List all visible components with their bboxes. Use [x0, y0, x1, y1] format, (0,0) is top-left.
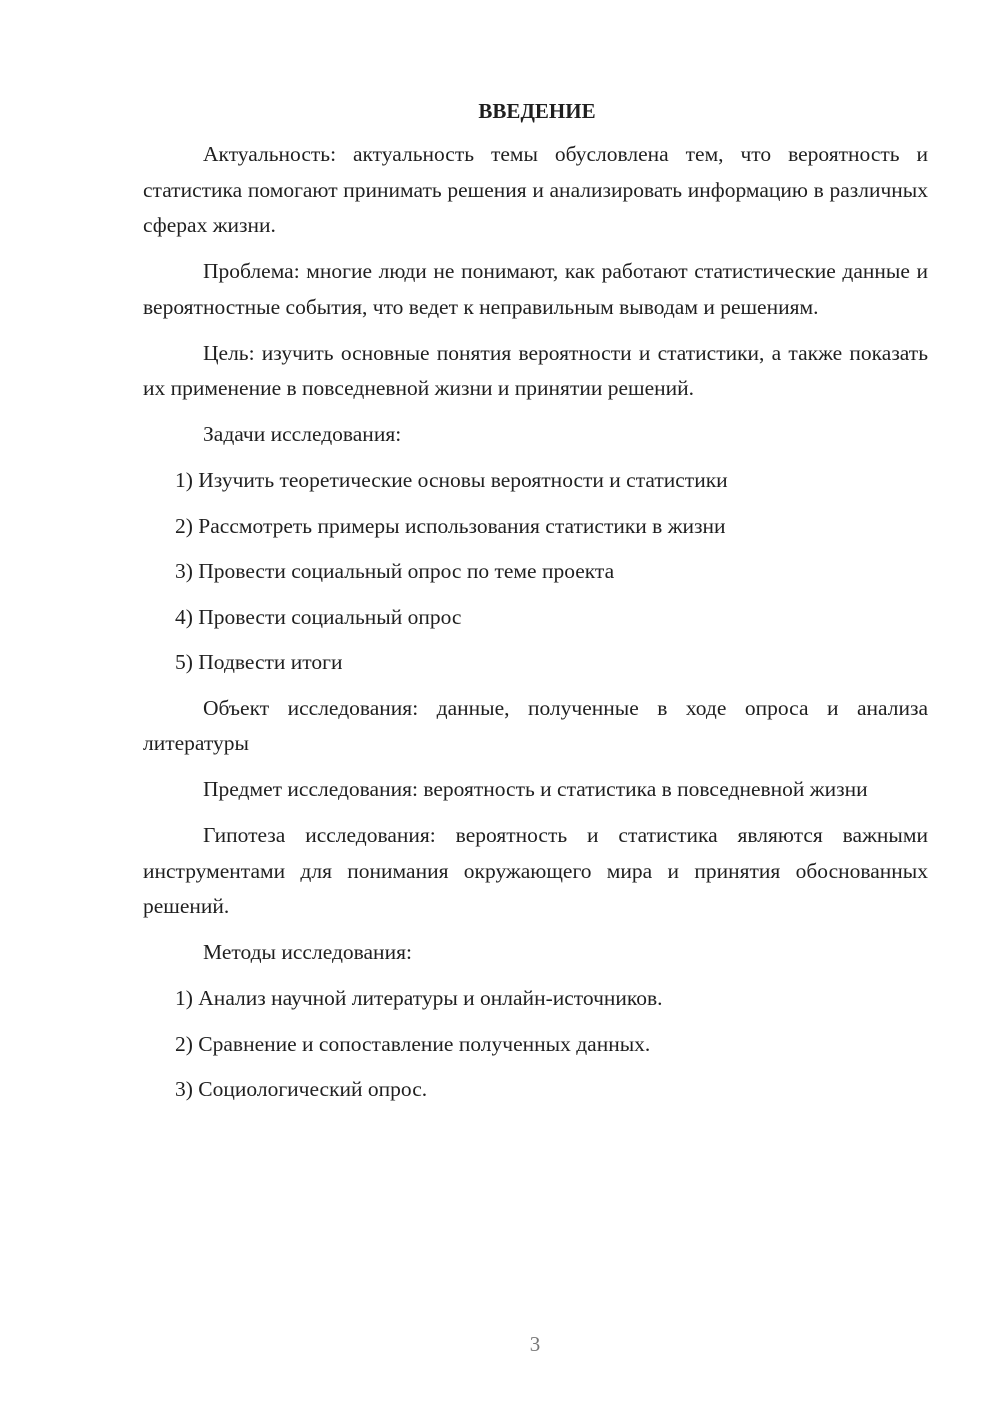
task-item-2: 2) Рассмотреть примеры использования статистики в жизни — [175, 513, 726, 538]
task-item-1: 1) Изучить теоретические основы вероятности и статистики — [175, 468, 728, 492]
subject-paragraph: Предмет исследования: вероятность и статистика в повседневной жизни — [203, 777, 868, 801]
page-content — [143, 96, 928, 1118]
method-item-1: 1) Анализ научной литературы и онлайн-источников. — [175, 986, 663, 1010]
tasks-heading: Задачи исследования: — [203, 422, 402, 446]
methods-heading: Методы исследования: — [203, 940, 412, 964]
relevance-paragraph: Актуальность: актуальность темы обусловлена тем, что вероятность и статистика помогают принимать решения и анализировать информацию в различных сферах жизни. — [143, 142, 928, 237]
method-item-2: 2) Сравнение и сопоставление полученных данных. — [175, 1031, 651, 1056]
goal-paragraph: Цель: изучить основные понятия вероятности и статистики, а также показать их применение в повседневной жизни и принятии решений. — [143, 340, 928, 400]
object-paragraph: Объект исследования: данные, полученные в ходе опроса и анализа литературы — [143, 695, 928, 755]
hypothesis-paragraph: Гипотеза исследования: вероятность и статистика являются важными инструментами для понимания окружающего мира и принятия обоснованных решений. — [143, 823, 928, 918]
problem-paragraph: Проблема: многие люди не понимают, как работают статистические данные и вероятностные события, что ведет к неправильным выводам и решениям. — [143, 259, 928, 319]
section-title: ВВЕДЕНИЕ — [478, 99, 596, 123]
task-item-3: 3) Провести социальный опрос по теме проекта — [175, 559, 615, 583]
task-item-5: 5) Подвести итоги — [175, 650, 343, 674]
page-number: 3 — [529, 1332, 541, 1356]
method-item-3: 3) Социологический опрос. — [175, 1077, 428, 1101]
task-item-4: 4) Провести социальный опрос — [175, 604, 462, 629]
